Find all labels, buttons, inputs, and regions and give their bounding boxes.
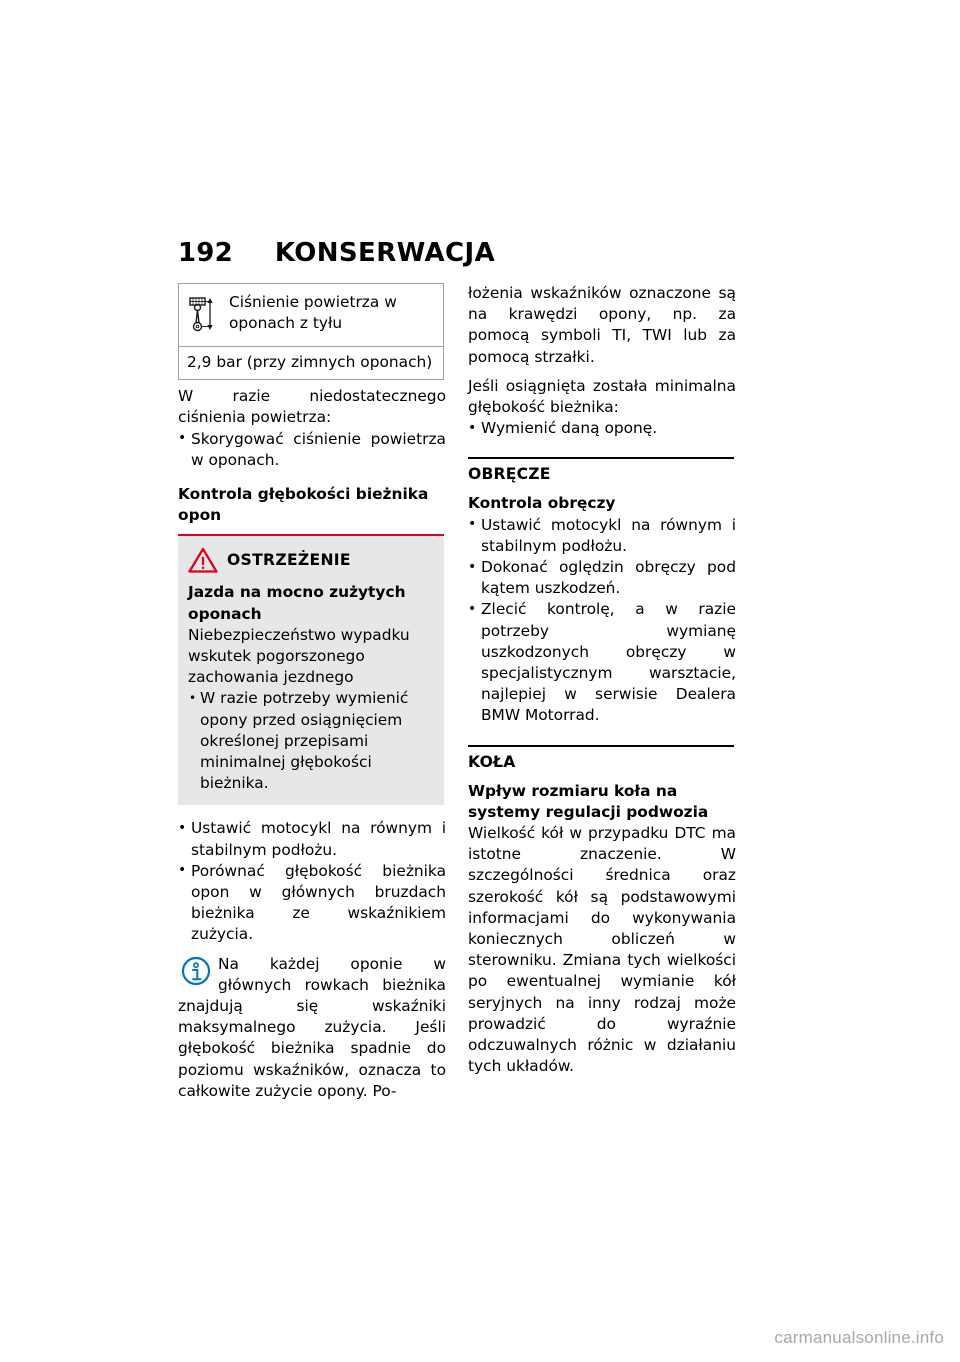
- list-item: • Skorygować ciśnienie powietrza w oponach.: [178, 429, 446, 471]
- section-divider: [468, 745, 734, 747]
- list-item: • Wymienić daną oponę.: [468, 418, 736, 439]
- page-header: [178, 238, 778, 268]
- list-item: • Porównać głębokość bieżnika opon w głównych bruzdach bieżnika ze wskaźnikiem zużycia.: [178, 861, 446, 946]
- right-column: [468, 283, 736, 1078]
- tire-pressure-table: [178, 283, 444, 380]
- note-text: Na każdej oponie w głównych rowkach bieżnika znajdują się wskaźniki maksymalnego zużycia. Jeśli głębokość bieżnika spadnie do poziomu wskaźników, oznacza to całkowite zużycie opony. Po-: [178, 954, 446, 1100]
- min-depth-paragraph: Jeśli osiągnięta została minimalna głębokość bieżnika:: [468, 376, 736, 417]
- warning-bullet-list: [188, 688, 434, 794]
- chapter-title: KONSERWACJA: [274, 238, 496, 268]
- warning-title: OSTRZEŻENIE: [227, 550, 351, 569]
- list-item: • Dokonać oględzin obręczy pod kątem uszkodzeń.: [468, 557, 736, 599]
- section-heading-rims: OBRĘCZE: [468, 465, 551, 484]
- warning-subtitle: Jazda na mocno zużytych oponach: [188, 583, 406, 623]
- continued-paragraph: łożenia wskaźników oznaczone są na krawędzi opony, np. za pomocą symboli TI, TWI lub za pomocą strzałki.: [468, 284, 736, 366]
- section-divider: [468, 457, 734, 459]
- subheading-wheel-size: Wpływ rozmiaru koła na systemy regulacji podwozia: [468, 781, 709, 821]
- warning-triangle-icon: [188, 547, 218, 573]
- warning-body: Niebezpieczeństwo wypadku wskutek pogorszonego zachowania jezdnego: [188, 625, 410, 687]
- watermark: carmanualsonline.info: [774, 1328, 944, 1347]
- tread-steps-list: [178, 818, 446, 945]
- tread-depth-subheading: Kontrola głębokości bieżnika opon: [178, 485, 429, 525]
- tire-pressure-rear-icon: [187, 293, 221, 339]
- warning-header: [188, 547, 434, 573]
- list-item: • Ustawić motocykl na równym i stabilnym podłożu.: [468, 515, 736, 557]
- list-item: • Ustawić motocykl na równym i stabilnym podłożu.: [178, 818, 446, 860]
- subheading-rim-check: Kontrola obręczy: [468, 494, 616, 513]
- tire-pressure-value: 2,9 bar (przy zimnych oponach): [187, 353, 433, 371]
- min-depth-bullet-list: [468, 418, 736, 439]
- section-heading-wheels: KOŁA: [468, 752, 516, 771]
- tire-pressure-label: Ciśnienie powietrza w oponach z tyłu: [229, 293, 397, 333]
- rim-check-bullet-list: [468, 515, 736, 727]
- left-column: [178, 283, 446, 1102]
- intro-paragraph: W razie niedostatecznego ciśnienia powietrza:: [178, 387, 446, 427]
- info-circle-icon: [181, 956, 211, 986]
- list-item: • W razie potrzeby wymienić opony przed osiągnięciem określonej przepisami minimalnej głębokości bieżnika.: [188, 688, 434, 794]
- intro-bullet-list: [178, 429, 446, 471]
- table-row: [179, 284, 443, 347]
- warning-box: [178, 534, 444, 805]
- wheel-size-paragraph: Wielkość kół w przypadku DTC ma istotne znaczenie. W szczególności średnica oraz szerokość kół są podstawowymi informacjami do wykonywania koniecznych obliczeń w sterowniku. Zmiana tych wielkości po ewentualnej wymianie kół seryjnych na inny rodzaj może prowadzić do wyraźnie odczuwalnych różnic w działaniu tych układów.: [468, 824, 736, 1076]
- note-block: [178, 954, 446, 1102]
- list-item: • Zlecić kontrolę, a w razie potrzeby wymianę uszkodzonych obręczy w specjalistycznym warsztacie, najlepiej w serwisie Dealera BMW Motorrad.: [468, 599, 736, 726]
- page-number: 192: [178, 238, 233, 268]
